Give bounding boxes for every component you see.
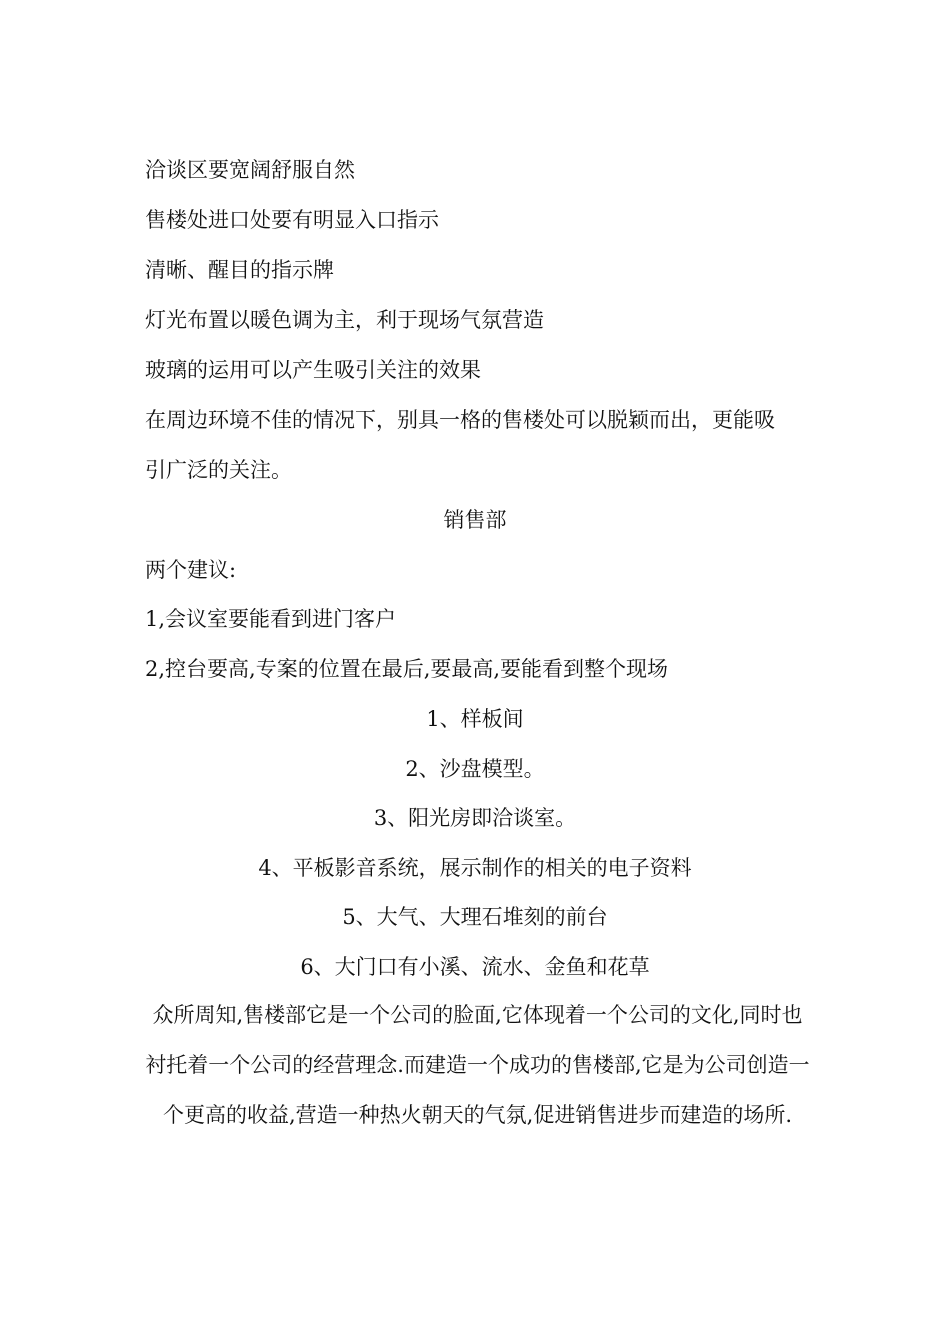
text-line: 引广泛的关注。 xyxy=(145,458,292,482)
text-line: 灯光布置以暖色调为主，利于现场气氛营造 xyxy=(145,308,544,332)
feature-item: 3、阳光房即洽谈室。 xyxy=(373,806,577,830)
text-line: 清晰、醒目的指示牌 xyxy=(145,258,334,282)
text-line: 在周边环境不佳的情况下，别具一格的售楼处可以脱颖而出，更能吸 xyxy=(145,408,775,432)
text-line: 售楼处进口处要有明显入口指示 xyxy=(145,208,439,232)
suggestions-intro: 两个建议: xyxy=(145,558,237,582)
feature-item: 4、平板影音系统，展示制作的相关的电子资料 xyxy=(258,856,692,880)
suggestion-item: 1,会议室要能看到进门客户 xyxy=(145,607,397,631)
feature-item: 5、大气、大理石堆刻的前台 xyxy=(342,905,608,929)
text-line: 洽谈区要宽阔舒服自然 xyxy=(145,158,355,182)
text-line: 玻璃的运用可以产生吸引关注的效果 xyxy=(145,358,481,382)
feature-item: 6、大门口有小溪、流水、金鱼和花草 xyxy=(300,955,650,979)
feature-item: 2、沙盘模型。 xyxy=(405,757,545,781)
feature-item: 1、样板间 xyxy=(426,707,524,731)
closing-paragraph: 众所周知,售楼部它是一个公司的脸面,它体现着一个公司的文化,同时也衬托着一个公司的经营理念.而建造一个成功的售楼部,它是为公司创造一个更高的收益,营造一种热火朝天的气氛,促进销售进步而建造的场所. xyxy=(145,1003,810,1127)
suggestion-item: 2,控台要高,专案的位置在最后,要最高,要能看到整个现场 xyxy=(145,657,669,681)
section-title: 销售部 xyxy=(443,508,507,532)
